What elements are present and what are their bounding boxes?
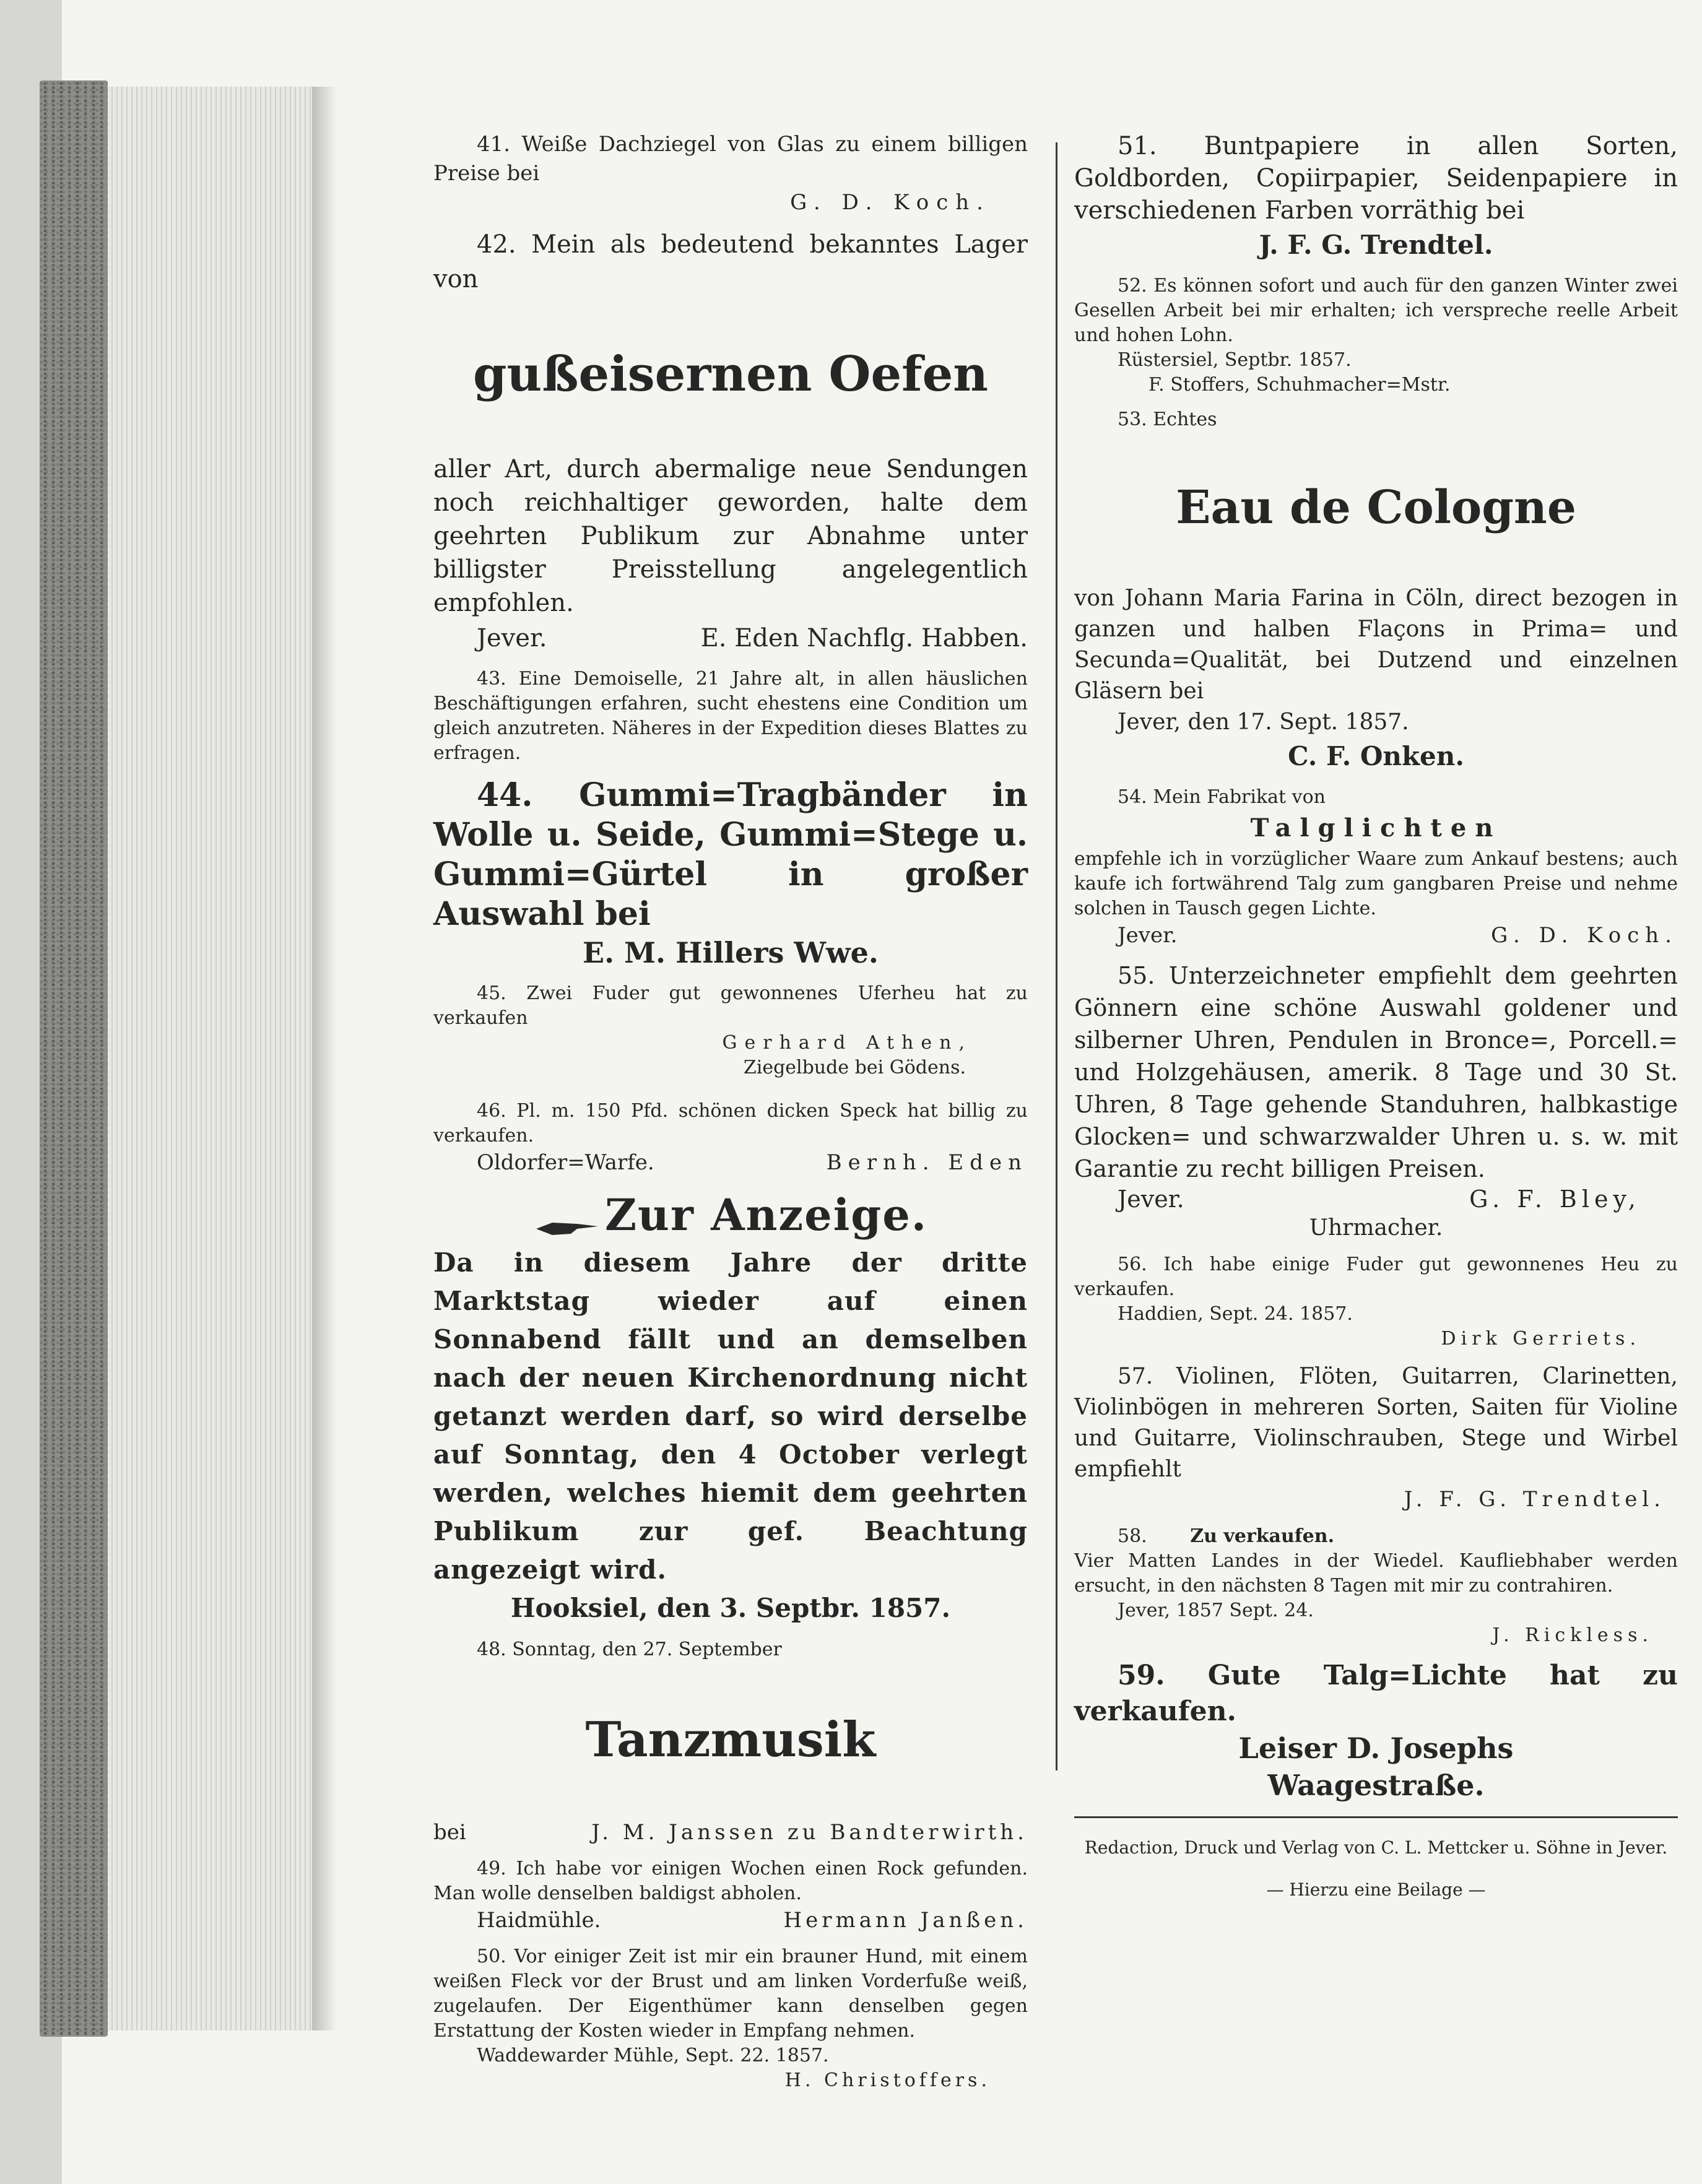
ad-55 [1074, 960, 1678, 1242]
ad-41-signature: G. D. Koch. [790, 190, 991, 215]
ad-55-signature: G. F. Bley, [1469, 1185, 1641, 1213]
ad-58-headline: Zu verkaufen. [1190, 1525, 1335, 1547]
right-column [1074, 130, 1678, 1920]
ad-54 [1074, 785, 1678, 950]
ad-47-date: Hooksiel, den 3. Septbr. 1857. [510, 1593, 951, 1623]
ad-42-headline: gußeisernen Oefen [472, 346, 989, 402]
ad-54-place: Jever. [1118, 923, 1178, 948]
newspaper-page [322, 74, 1690, 2091]
ad-59-signature-street: Waagestraße. [1267, 1769, 1485, 1802]
ad-47-headline-row [433, 1187, 1028, 1244]
ad-56 [1074, 1252, 1678, 1351]
ad-58-number: 58. [1118, 1525, 1147, 1547]
ad-56-signature: Dirk Gerriets. [1441, 1328, 1641, 1350]
ad-50-place: Waddewarder Mühle, Sept. 22. 1857. [477, 2045, 829, 2066]
ad-54-intro: 54. Mein Fabrikat von [1118, 786, 1326, 808]
ad-41 [433, 130, 1028, 217]
ad-47-headline: Zur Anzeige. [604, 1189, 928, 1241]
ad-47 [433, 1187, 1028, 1627]
ad-42 [433, 227, 1028, 657]
ad-46-signature: Bernh. Eden [826, 1150, 1028, 1175]
ad-50-text: 50. Vor einiger Zeit ist mir ein brauner Hund, mit einem weißen Fleck vor der Brust und am linken Vorderfuße weiß, zugelaufen. Der Eigenthümer kann denselben gegen Erstattung der Kosten wieder in Empfang nehmen. [433, 1946, 1028, 2042]
ad-49 [433, 1857, 1028, 1935]
ad-53-signature: C. F. Onken. [1288, 741, 1464, 771]
book-cover-edge [40, 80, 108, 2037]
ad-54-signature-line [1074, 921, 1678, 950]
ad-52-signature: F. Stoffers, Schuhmacher=Mstr. [1148, 374, 1451, 396]
ad-46 [433, 1099, 1028, 1177]
ad-42-intro: 42. Mein als bedeutend bekanntes Lager von [433, 230, 1028, 293]
footer-imprint: Redaction, Druck und Verlag von C. L. Mettcker u. Söhne in Jever. [1084, 1837, 1668, 1858]
ad-59-text: 59. Gute Talg=Lichte hat zu verkaufen. [1074, 1660, 1678, 1727]
ad-51 [1074, 130, 1678, 264]
ad-42-signature: E. Eden Nachflg. Habben. [700, 624, 1028, 652]
pointing-hand-icon [534, 1215, 602, 1240]
ad-48 [433, 1637, 1028, 1847]
ad-57-text: 57. Violinen, Flöten, Guitarren, Clarinetten, Violinbögen in mehreren Sorten, Saiten für Violine und Guitarre, Violinschrauben, Stege und Wirbel empfiehlt [1074, 1364, 1678, 1482]
ad-55-place: Jever. [1118, 1185, 1184, 1213]
ad-44-text: 44. Gummi=Tragbänder in Wolle u. Seide, Gummi=Stege u. Gummi=Gürtel in großer Auswahl bei [433, 776, 1028, 933]
ad-43-text: 43. Eine Demoiselle, 21 Jahre alt, in allen häuslichen Beschäftigungen erfahren, sucht ehestens eine Condition um gleich anzutreten. Näheres in der Expedition dieses Blattes zu erfragen. [433, 668, 1028, 764]
ad-44-signature: E. M. Hillers Wwe. [583, 936, 879, 969]
ad-46-text: 46. Pl. m. 150 Pfd. schönen dicken Speck hat billig zu verkaufen. [433, 1100, 1028, 1146]
ad-49-signature: Hermann Janßen. [783, 1908, 1028, 1933]
ad-42-place: Jever. [477, 624, 547, 652]
ad-57-signature: J. F. G. Trendtel. [1404, 1487, 1665, 1512]
ad-58-place: Jever, 1857 Sept. 24. [1118, 1600, 1314, 1621]
ad-49-text: 49. Ich habe vor einigen Wochen einen Rock gefunden. Man wolle denselben baldigst abholen. [433, 1858, 1028, 1904]
ad-54-text: empfehle ich in vorzüglicher Waare zum Ankauf bestens; auch kaufe ich fortwährend Talg zum gangbaren Preise und nehme solchen in Tausch gegen Lichte. [1074, 848, 1678, 919]
ad-48-intro: 48. Sonntag, den 27. September [477, 1639, 782, 1660]
column-divider [1056, 142, 1057, 1770]
page-stack-edges [108, 87, 312, 2030]
ad-54-signature: G. D. Koch. [1491, 923, 1678, 948]
ad-48-bei: bei [433, 1820, 466, 1845]
ad-49-signature-line [433, 1906, 1028, 1935]
ad-45-text: 45. Zwei Fuder gut gewonnenes Uferheu hat zu verkaufen [433, 982, 1028, 1029]
ad-53-date: Jever, den 17. Sept. 1857. [1118, 709, 1409, 735]
ad-52-place: Rüstersiel, Septbr. 1857. [1118, 349, 1352, 371]
ad-50 [433, 1944, 1028, 2093]
ad-58-signature: J. Rickless. [1492, 1624, 1653, 1646]
ad-49-place: Haidmühle. [477, 1908, 601, 1933]
footer-supplement: — Hierzu eine Beilage — [1266, 1879, 1486, 1900]
ad-59-signature: Leiser D. Josephs [1238, 1731, 1514, 1765]
ad-46-signature-line [433, 1148, 1028, 1177]
ad-58-text: Vier Matten Landes in der Wiedel. Kaufliebhaber werden ersucht, in den nächsten 8 Tagen mit mir zu contrahiren. [1074, 1550, 1678, 1597]
ad-48-signature-line [433, 1818, 1028, 1847]
ad-44 [433, 776, 1028, 971]
ad-59 [1074, 1658, 1678, 1804]
ad-57 [1074, 1361, 1678, 1514]
ad-47-text: Da in diesem Jahre der dritte Marktstag wieder auf einen Sonnabend fällt und an demselben nach der neuen Kirchenordnung nicht getanzt werden darf, so wird derselbe auf Sonntag, den 4 October verlegt werden, welches hiemit dem geehrten Publikum zur gef. Beachtung angezeigt wird. [433, 1247, 1028, 1585]
ad-51-signature: J. F. G. Trendtel. [1259, 230, 1493, 260]
ad-45-signature: Gerhard Athen, [722, 1032, 972, 1054]
left-column [433, 130, 1028, 2103]
ad-48-headline: Tanzmusik [585, 1712, 876, 1768]
ad-58-heading-line [1074, 1524, 1678, 1549]
ad-54-headline: Talglichten [1250, 813, 1502, 843]
ad-53-text: von Johann Maria Farina in Cöln, direct bezogen in ganzen und halben Flaçons in Prima= und Secunda=Qualität, bei Dutzend und einzelnen Gläsern bei [1074, 586, 1678, 704]
ad-41-text: 41. Weiße Dachziegel von Glas zu einem billigen Preise bei [433, 132, 1028, 186]
ad-55-signature-line [1074, 1185, 1678, 1213]
ad-45 [433, 981, 1028, 1080]
ad-50-signature: H. Christoffers. [784, 2069, 991, 2091]
ad-51-text: 51. Buntpapiere in allen Sorten, Goldborden, Copiirpapier, Seidenpapiere in verschiedenen Farben vorräthig bei [1074, 132, 1678, 225]
ad-42-signature-line [433, 620, 1028, 657]
ad-48-signature: J. M. Janssen zu Bandterwirth. [591, 1820, 1028, 1845]
ad-42-text: aller Art, durch abermalige neue Sendungen noch reichhaltiger geworden, halte dem geehrten Publikum zur Abnahme unter billigster Preisstellung angelegentlich empfohlen. [433, 455, 1028, 617]
ad-56-text: 56. Ich habe einige Fuder gut gewonnenes Heu zu verkaufen. [1074, 1254, 1678, 1300]
ad-52 [1074, 274, 1678, 397]
ad-53-headline: Eau de Cologne [1176, 481, 1576, 534]
ad-55-signature-title: Uhrmacher. [1309, 1215, 1443, 1241]
ad-45-signature-place: Ziegelbude bei Gödens. [743, 1057, 966, 1078]
ad-52-text: 52. Es können sofort und auch für den ganzen Winter zwei Gesellen Arbeit bei mir erhalten; ich verspreche reelle Arbeit und hohen Lohn. [1074, 275, 1678, 346]
ad-46-place: Oldorfer=Warfe. [477, 1150, 654, 1175]
ad-43 [433, 667, 1028, 766]
ad-56-place: Haddien, Sept. 24. 1857. [1118, 1303, 1353, 1325]
ad-53 [1074, 407, 1678, 775]
ad-55-text: 55. Unterzeichneter empfiehlt dem geehrten Gönnern eine schöne Auswahl goldener und silberner Uhren, Pendulen in Bronce=, Porcell.= und Holzgehäusen, amerik. 8 Tage und 30 St. Uhren, 8 Tage gehende Standuhren, halbkastige Glocken= und schwarzwalder Uhren u. s. w. mit Garantie zu recht billigen Preisen. [1074, 962, 1678, 1182]
ad-53-intro: 53. Echtes [1118, 409, 1217, 430]
footer-rule [1074, 1816, 1678, 1818]
ad-58 [1074, 1524, 1678, 1648]
